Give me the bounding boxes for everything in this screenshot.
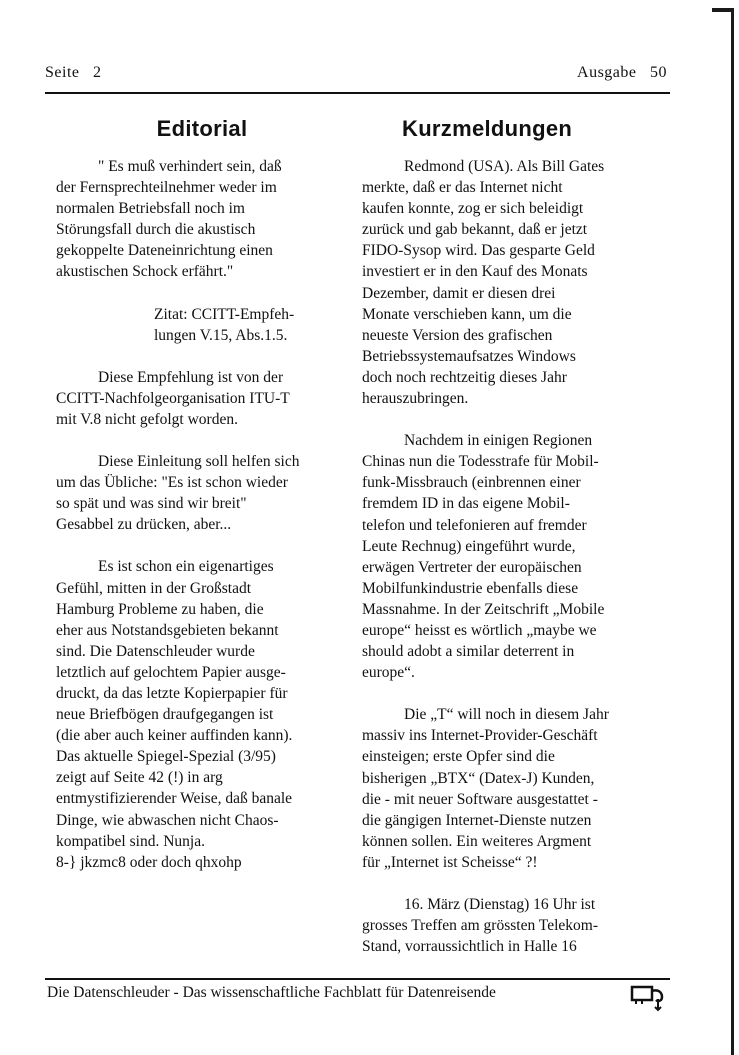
text-line: Zitat: CCITT-Empfeh-	[154, 305, 295, 323]
news-item	[362, 430, 652, 683]
text-line: fremdem ID in das eigene Mobil-	[362, 495, 570, 513]
text-line: 8-} jkzmc8 oder doch qhxohp	[56, 853, 242, 871]
text-line: should adobt a similar deterrent in	[362, 643, 575, 661]
text-line: kompatibel sind. Nunja.	[56, 832, 205, 850]
text-line: Massnahme. In der Zeitschrift „Mobile	[362, 600, 605, 618]
text-line: Stand, vorraussichtlich in Halle 16	[362, 938, 577, 956]
text-line: mit V.8 nicht gefolgt worden.	[56, 410, 238, 428]
text-line: Mobilfunkindustrie ebenfalls diese	[362, 579, 579, 597]
text-line: " Es muß verhindert sein, daß	[98, 158, 282, 175]
text-line: Das aktuelle Spiegel-Spezial (3/95)	[56, 748, 276, 766]
text-line: 16. März (Dienstag) 16 Uhr ist	[404, 896, 596, 913]
text-line: FIDO-Sysop wird. Das gesparte Geld	[362, 242, 595, 260]
news-item	[362, 704, 652, 873]
page-number: 2	[93, 64, 102, 81]
issue-number: 50	[650, 64, 667, 81]
text-line: Diese Empfehlung ist von der	[98, 368, 284, 386]
quote-source	[56, 304, 348, 346]
news-item	[362, 156, 652, 409]
issue-number-label	[577, 64, 667, 82]
text-line: telefon und telefonieren auf fremder	[362, 516, 587, 534]
kurzmeldungen-column	[362, 114, 652, 978]
text-line: neueste Version des grafischen	[362, 326, 553, 344]
text-line: (die aber auch keiner auffinden kann).	[56, 727, 293, 745]
kurzmeldungen-title: Kurzmeldungen	[402, 116, 573, 141]
text-line: kaufen konnte, zog er sich beleidigt	[362, 200, 584, 218]
text-line: gekoppelte Dateneinrichtung einen	[56, 242, 273, 260]
text-line: Hamburg Probleme zu haben, die	[56, 600, 264, 618]
text-line: CCITT-Nachfolgeorganisation ITU-T	[56, 389, 290, 407]
text-line: europe“ heisst es wörtlich „maybe we	[362, 621, 597, 639]
text-line: herauszubringen.	[362, 390, 469, 408]
chaos-knoten-logo-icon	[628, 982, 672, 1012]
text-line: Monate verschieben kann, um die	[362, 305, 572, 323]
text-line: für „Internet ist Scheisse“ ?!	[362, 853, 538, 871]
text-line: Leute Rechnug) eingeführt wurde,	[362, 537, 576, 555]
footer-text: Die Datenschleuder - Das wissenschaftliche Fachblatt für Datenreisende	[47, 984, 496, 1001]
text-line: akustischen Schock erfährt."	[56, 263, 234, 281]
text-line: doch noch rechtzeitig dieses Jahr	[362, 368, 567, 386]
text-line: Betriebssystemaufsatzes Windows	[362, 347, 576, 365]
text-line: massiv ins Internet-Provider-Geschäft	[362, 727, 598, 745]
text-line: druckt, da das letzte Kopierpapier für	[56, 684, 288, 702]
text-line: Es ist schon ein eigenartiges	[98, 558, 274, 576]
text-line: Gesabbel zu drücken, aber...	[56, 516, 232, 534]
text-line: die - mit neuer Software ausgestattet -	[362, 790, 598, 808]
text-line: Dezember, damit er diesen drei	[362, 284, 556, 302]
editorial-column	[56, 114, 348, 894]
text-line: merkte, daß er das Internet nicht	[362, 179, 563, 197]
text-line: sind. Die Datenschleuder wurde	[56, 642, 255, 660]
text-line: grosses Treffen am grössten Telekom-	[362, 917, 598, 935]
text-line: Redmond (USA). Als Bill Gates	[404, 158, 605, 175]
text-line: können sollen. Ein weiteres Argment	[362, 832, 592, 850]
editorial-paragraph	[56, 556, 348, 872]
text-line: funk-Missbrauch (einbrennen einer	[362, 474, 581, 492]
text-line: neue Briefbögen draufgegangen ist	[56, 706, 274, 724]
text-line: normalen Betriebsfall noch im	[56, 200, 245, 218]
text-line: erwägen Vertreter der europäischen	[362, 558, 582, 576]
editorial-quote	[56, 156, 348, 283]
text-line: der Fernsprechteilnehmer weder im	[56, 179, 277, 197]
text-line: Nachdem in einigen Regionen	[404, 432, 593, 450]
text-line: entmystifizierender Weise, daß banale	[56, 790, 293, 808]
text-line: letztlich auf gelochtem Papier ausge-	[56, 663, 286, 681]
editorial-title: Editorial	[156, 116, 248, 141]
text-line: Gefühl, mitten in der Großstadt	[56, 579, 251, 597]
editorial-paragraph	[56, 451, 348, 535]
text-line: zeigt auf Seite 42 (!) in arg	[56, 769, 223, 787]
text-line: die gängigen Internet-Dienste nutzen	[362, 811, 592, 829]
text-line: Chinas nun die Todesstrafe für Mobil-	[362, 453, 599, 471]
text-line: lungen V.15, Abs.1.5.	[154, 326, 288, 344]
page-number-label	[45, 64, 102, 82]
text-line: einsteigen; erste Opfer sind die	[362, 748, 555, 766]
text-line: Störungsfall durch die akustisch	[56, 221, 256, 239]
news-item	[362, 894, 652, 957]
page-header	[45, 64, 667, 88]
text-line: Dinge, wie abwaschen nicht Chaos-	[56, 811, 279, 829]
text-line: Die „T“ will noch in diesem Jahr	[404, 706, 609, 724]
text-line: um das Übliche: "Es ist schon wieder	[56, 474, 288, 492]
text-line: europe“.	[362, 664, 415, 682]
text-line: bisherigen „BTX“ (Datex-J) Kunden,	[362, 769, 595, 787]
text-line: so spät und was sind wir breit"	[56, 495, 247, 513]
text-line: Diese Einleitung soll helfen sich	[98, 453, 300, 471]
binding-edge	[731, 8, 734, 1055]
text-line: zurück und gab bekannt, daß er jetzt	[362, 221, 588, 239]
editorial-paragraph	[56, 367, 348, 430]
text-line: investiert er in den Kauf des Monats	[362, 263, 588, 281]
issue-label: Ausgabe	[577, 64, 637, 81]
footer-rule	[45, 978, 670, 980]
text-line: eher aus Notstandsgebieten bekannt	[56, 621, 279, 639]
header-rule	[45, 92, 670, 94]
page-label: Seite	[45, 64, 80, 81]
